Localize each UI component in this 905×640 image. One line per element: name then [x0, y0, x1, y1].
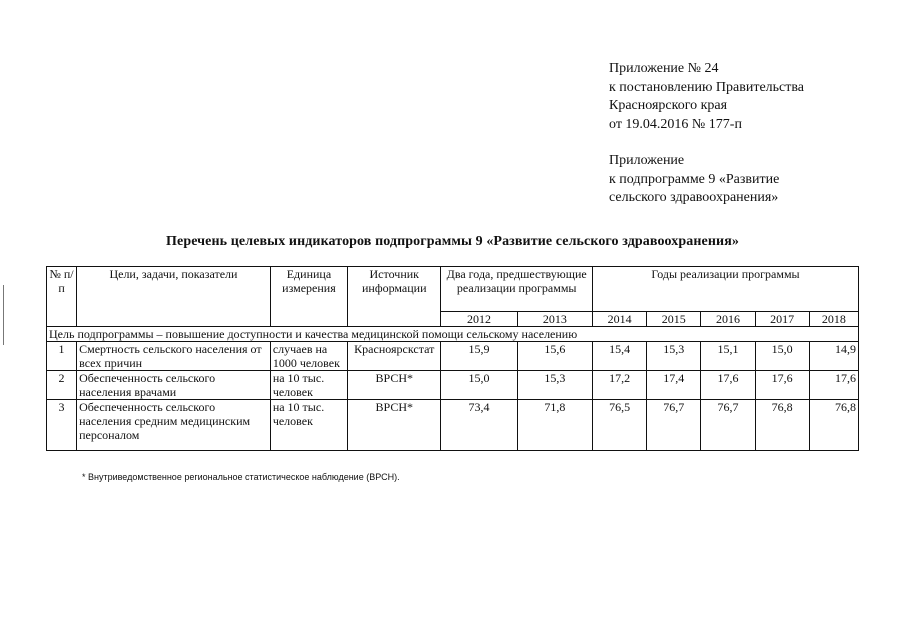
row-value: 76,8 — [809, 400, 858, 451]
table-row — [47, 342, 859, 371]
header-year: 2015 — [647, 312, 701, 327]
row-unit: на 10 тыс. человек — [270, 400, 347, 451]
row-value: 76,5 — [592, 400, 646, 451]
row-value: 17,2 — [592, 371, 646, 400]
row-value: 15,4 — [592, 342, 646, 371]
goal-cell: Цель подпрограммы – повышение доступности и качества медицинской помощи сельскому населению — [47, 327, 859, 342]
appendix-main-block — [609, 60, 804, 208]
header-year: 2014 — [592, 312, 646, 327]
table-row — [47, 371, 859, 400]
row-value: 15,9 — [441, 342, 517, 371]
appendix-sub-line: Приложение — [609, 153, 685, 168]
row-value: 76,7 — [701, 400, 755, 451]
row-value: 15,0 — [441, 371, 517, 400]
row-value: 76,7 — [647, 400, 701, 451]
row-value: 14,9 — [809, 342, 858, 371]
header-source: Источник информации — [348, 267, 441, 327]
header-goals: Цели, задачи, показатели — [77, 267, 271, 327]
row-name: Смертность сельского населения от всех причин — [77, 342, 271, 371]
row-value: 73,4 — [441, 400, 517, 451]
row-source: ВРСН* — [348, 400, 441, 451]
row-unit: на 10 тыс. человек — [270, 371, 347, 400]
row-value: 17,6 — [701, 371, 755, 400]
appendix-line: к постановлению Правительства — [609, 79, 805, 95]
scan-page-edge — [3, 285, 4, 345]
row-source: Красноярскстат — [348, 342, 441, 371]
row-num: 1 — [47, 342, 77, 371]
row-num: 3 — [47, 400, 77, 451]
table-row — [47, 400, 859, 451]
header-year: 2012 — [441, 312, 517, 327]
row-name: Обеспеченность сельского населения средним медицинским персоналом — [77, 400, 271, 451]
appendix-sub-line: к подпрограмме 9 «Развитие — [609, 171, 780, 187]
row-source: ВРСН* — [348, 371, 441, 400]
row-value: 71,8 — [517, 400, 592, 451]
row-num: 2 — [47, 371, 77, 400]
header-prev-years: Два года, предшествующие реализации программы — [441, 267, 593, 312]
row-value: 15,6 — [517, 342, 592, 371]
row-value: 15,3 — [517, 371, 592, 400]
appendix-line: от 19.04.2016 № 177-п — [609, 116, 742, 132]
document-title: Перечень целевых индикаторов подпрограммы 9 «Развитие сельского здравоохранения» — [166, 234, 739, 249]
row-value: 17,4 — [647, 371, 701, 400]
footnote: * Внутриведомственное региональное статистическое наблюдение (ВРСН). — [82, 472, 400, 482]
indicators-table — [46, 266, 859, 451]
header-num: № п/п — [47, 267, 77, 327]
appendix-sub-line: сельского здравоохранения» — [609, 190, 779, 205]
row-name: Обеспеченность сельского населения врачами — [77, 371, 271, 400]
row-value: 15,3 — [647, 342, 701, 371]
header-year: 2016 — [701, 312, 755, 327]
header-year: 2018 — [809, 312, 858, 327]
header-unit: Единица измерения — [270, 267, 347, 327]
row-value: 17,6 — [809, 371, 858, 400]
header-year: 2017 — [755, 312, 809, 327]
row-unit: случаев на 1000 человек — [270, 342, 347, 371]
appendix-line: Приложение № 24 — [609, 61, 719, 76]
row-value: 15,0 — [755, 342, 809, 371]
table-header-row — [47, 267, 859, 312]
appendix-gap — [609, 134, 804, 152]
row-value: 76,8 — [755, 400, 809, 451]
row-value: 17,6 — [755, 371, 809, 400]
header-program-years: Годы реализации программы — [592, 267, 858, 312]
appendix-line: Красноярского края — [609, 98, 728, 113]
row-value: 15,1 — [701, 342, 755, 371]
goal-row — [47, 327, 859, 342]
header-year: 2013 — [517, 312, 592, 327]
